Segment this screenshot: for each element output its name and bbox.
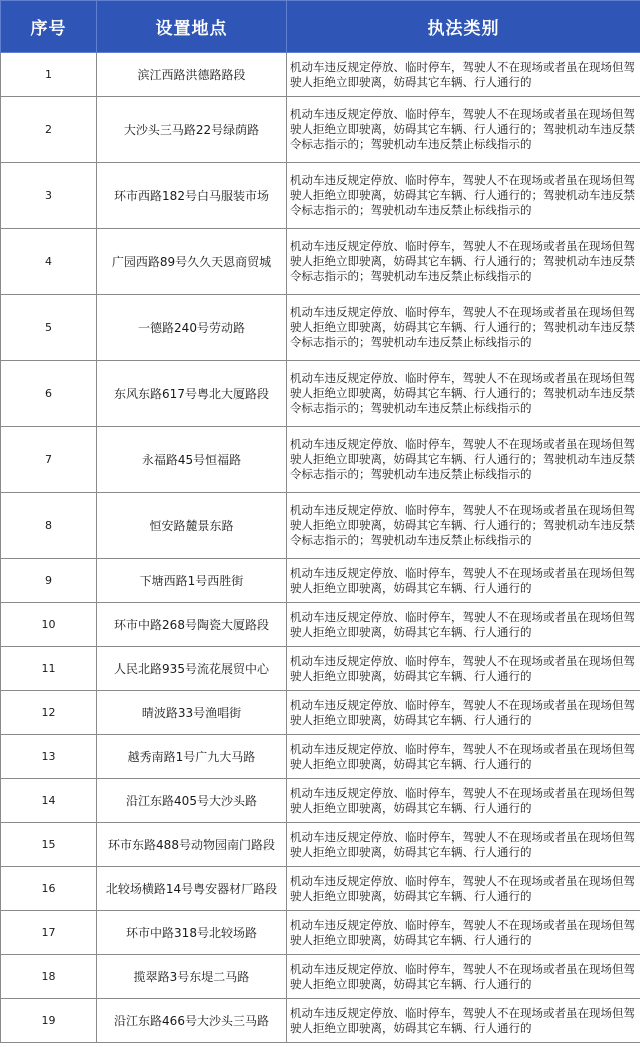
row-location: 滨江西路洪德路路段 <box>97 53 287 97</box>
table-row <box>1 229 640 295</box>
row-no: 11 <box>1 647 97 691</box>
row-no: 14 <box>1 779 97 823</box>
row-category: 机动车违反规定停放、临时停车，驾驶人不在现场或者虽在现场但驾驶人拒绝立即驶离，妨碍其它车辆、行人通行的 <box>287 559 640 603</box>
row-category: 机动车违反规定停放、临时停车，驾驶人不在现场或者虽在现场但驾驶人拒绝立即驶离，妨碍其它车辆、行人通行的 <box>287 647 640 691</box>
row-location: 下塘西路1号西胜街 <box>97 559 287 603</box>
row-category: 机动车违反规定停放、临时停车，驾驶人不在现场或者虽在现场但驾驶人拒绝立即驶离，妨碍其它车辆、行人通行的 <box>287 867 640 911</box>
row-no: 8 <box>1 493 97 559</box>
row-location: 北较场横路14号粤安器材厂路段 <box>97 867 287 911</box>
table-row <box>1 823 640 867</box>
table-row <box>1 955 640 999</box>
row-location: 沿江东路466号大沙头三马路 <box>97 999 287 1043</box>
row-category: 机动车违反规定停放、临时停车，驾驶人不在现场或者虽在现场但驾驶人拒绝立即驶离，妨碍其它车辆、行人通行的；驾驶机动车违反禁令标志指示的；驾驶机动车违反禁止标线指示的 <box>287 493 640 559</box>
row-no: 19 <box>1 999 97 1043</box>
row-location: 人民北路935号流花展贸中心 <box>97 647 287 691</box>
row-no: 1 <box>1 53 97 97</box>
row-category: 机动车违反规定停放、临时停车，驾驶人不在现场或者虽在现场但驾驶人拒绝立即驶离，妨碍其它车辆、行人通行的 <box>287 999 640 1043</box>
row-category: 机动车违反规定停放、临时停车，驾驶人不在现场或者虽在现场但驾驶人拒绝立即驶离，妨碍其它车辆、行人通行的 <box>287 603 640 647</box>
row-location: 环市中路268号陶瓷大厦路段 <box>97 603 287 647</box>
header-location: 设置地点 <box>97 1 287 53</box>
table-row <box>1 97 640 163</box>
row-category: 机动车违反规定停放、临时停车，驾驶人不在现场或者虽在现场但驾驶人拒绝立即驶离，妨碍其它车辆、行人通行的；驾驶机动车违反禁令标志指示的；驾驶机动车违反禁止标线指示的 <box>287 229 640 295</box>
row-category: 机动车违反规定停放、临时停车，驾驶人不在现场或者虽在现场但驾驶人拒绝立即驶离，妨碍其它车辆、行人通行的 <box>287 823 640 867</box>
row-location: 东风东路617号粤北大厦路段 <box>97 361 287 427</box>
row-category: 机动车违反规定停放、临时停车，驾驶人不在现场或者虽在现场但驾驶人拒绝立即驶离，妨碍其它车辆、行人通行的 <box>287 911 640 955</box>
row-location: 大沙头三马路22号绿荫路 <box>97 97 287 163</box>
row-category: 机动车违反规定停放、临时停车，驾驶人不在现场或者虽在现场但驾驶人拒绝立即驶离，妨碍其它车辆、行人通行的；驾驶机动车违反禁令标志指示的；驾驶机动车违反禁止标线指示的 <box>287 163 640 229</box>
table-row <box>1 691 640 735</box>
row-location: 广园西路89号久久天恩商贸城 <box>97 229 287 295</box>
row-category: 机动车违反规定停放、临时停车，驾驶人不在现场或者虽在现场但驾驶人拒绝立即驶离，妨碍其它车辆、行人通行的；驾驶机动车违反禁令标志指示的；驾驶机动车违反禁止标线指示的 <box>287 361 640 427</box>
row-category: 机动车违反规定停放、临时停车，驾驶人不在现场或者虽在现场但驾驶人拒绝立即驶离，妨碍其它车辆、行人通行的 <box>287 735 640 779</box>
row-location: 一德路240号劳动路 <box>97 295 287 361</box>
row-no: 16 <box>1 867 97 911</box>
row-location: 晴波路33号渔唱街 <box>97 691 287 735</box>
row-no: 7 <box>1 427 97 493</box>
row-location: 环市中路318号北较场路 <box>97 911 287 955</box>
row-no: 12 <box>1 691 97 735</box>
table-row <box>1 163 640 229</box>
table-row <box>1 559 640 603</box>
table-row <box>1 911 640 955</box>
header-category: 执法类别 <box>287 1 640 53</box>
table-row <box>1 427 640 493</box>
row-category: 机动车违反规定停放、临时停车，驾驶人不在现场或者虽在现场但驾驶人拒绝立即驶离，妨碍其它车辆、行人通行的；驾驶机动车违反禁令标志指示的；驾驶机动车违反禁止标线指示的 <box>287 427 640 493</box>
table-row <box>1 361 640 427</box>
header-no: 序号 <box>1 1 97 53</box>
table-row <box>1 295 640 361</box>
row-category: 机动车违反规定停放、临时停车，驾驶人不在现场或者虽在现场但驾驶人拒绝立即驶离，妨碍其它车辆、行人通行的 <box>287 691 640 735</box>
row-no: 5 <box>1 295 97 361</box>
table-row <box>1 53 640 97</box>
row-no: 6 <box>1 361 97 427</box>
row-no: 3 <box>1 163 97 229</box>
row-location: 永福路45号恒福路 <box>97 427 287 493</box>
row-no: 4 <box>1 229 97 295</box>
table-header-row <box>1 1 640 53</box>
table-row <box>1 779 640 823</box>
row-no: 15 <box>1 823 97 867</box>
row-no: 13 <box>1 735 97 779</box>
table-row <box>1 493 640 559</box>
row-category: 机动车违反规定停放、临时停车，驾驶人不在现场或者虽在现场但驾驶人拒绝立即驶离，妨碍其它车辆、行人通行的 <box>287 955 640 999</box>
row-category: 机动车违反规定停放、临时停车，驾驶人不在现场或者虽在现场但驾驶人拒绝立即驶离，妨碍其它车辆、行人通行的 <box>287 53 640 97</box>
row-category: 机动车违反规定停放、临时停车，驾驶人不在现场或者虽在现场但驾驶人拒绝立即驶离，妨碍其它车辆、行人通行的；驾驶机动车违反禁令标志指示的；驾驶机动车违反禁止标线指示的 <box>287 295 640 361</box>
row-location: 环市西路182号白马服装市场 <box>97 163 287 229</box>
row-no: 9 <box>1 559 97 603</box>
table-row <box>1 603 640 647</box>
table-row <box>1 999 640 1043</box>
row-location: 恒安路麓景东路 <box>97 493 287 559</box>
row-location: 环市东路488号动物园南门路段 <box>97 823 287 867</box>
table-row <box>1 647 640 691</box>
row-no: 2 <box>1 97 97 163</box>
row-no: 18 <box>1 955 97 999</box>
row-no: 10 <box>1 603 97 647</box>
row-location: 揽翠路3号东堤二马路 <box>97 955 287 999</box>
row-location: 沿江东路405号大沙头路 <box>97 779 287 823</box>
row-no: 17 <box>1 911 97 955</box>
row-category: 机动车违反规定停放、临时停车，驾驶人不在现场或者虽在现场但驾驶人拒绝立即驶离，妨碍其它车辆、行人通行的 <box>287 779 640 823</box>
table-row <box>1 735 640 779</box>
table-row <box>1 867 640 911</box>
row-location: 越秀南路1号广九大马路 <box>97 735 287 779</box>
row-category: 机动车违反规定停放、临时停车，驾驶人不在现场或者虽在现场但驾驶人拒绝立即驶离，妨碍其它车辆、行人通行的；驾驶机动车违反禁令标志指示的；驾驶机动车违反禁止标线指示的 <box>287 97 640 163</box>
table-body <box>1 53 640 1043</box>
